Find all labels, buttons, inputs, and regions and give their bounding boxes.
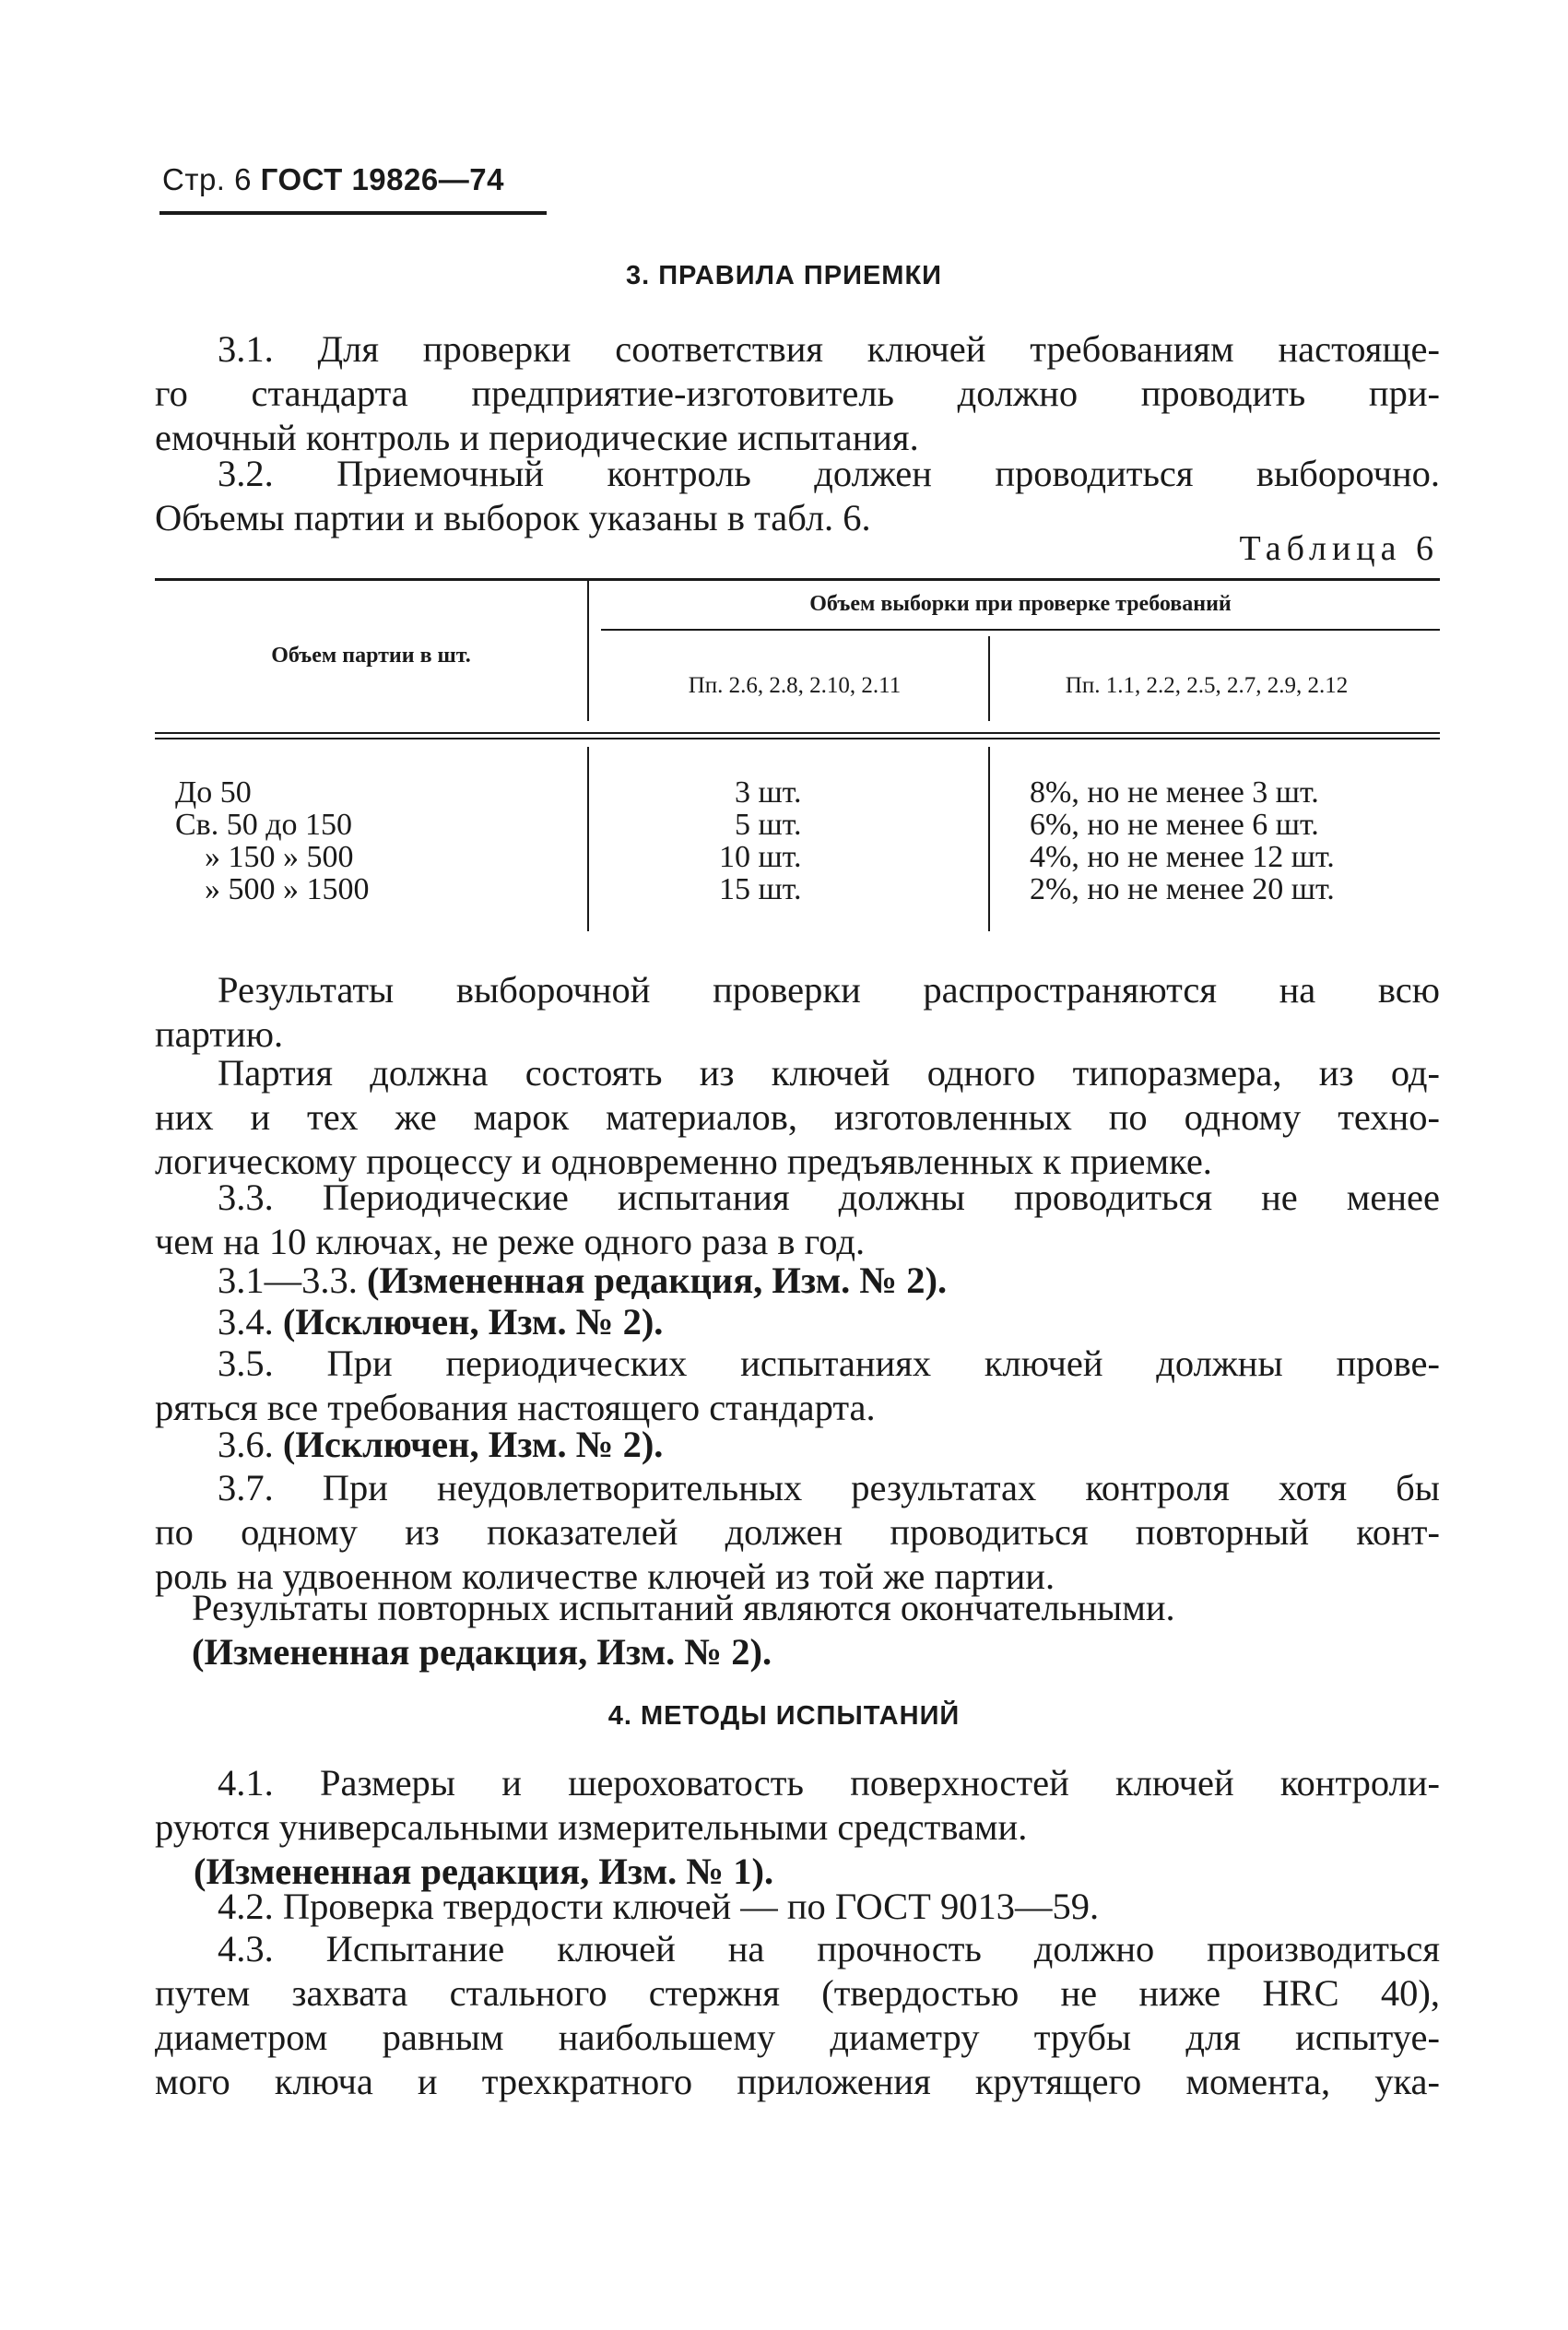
text-line [155, 1300, 1440, 1344]
paragraph-3-6 [155, 1423, 1440, 1467]
col-header-b: Пп. 1.1, 2.2, 2.5, 2.7, 2.9, 2.12 [1065, 673, 1349, 698]
cell-a-row-2: 5 шт. [735, 808, 802, 842]
paragraph-3-3 [155, 1176, 1440, 1264]
text-line: емочный контроль и периодические испытания. [155, 417, 919, 458]
paragraph-3-7-final [155, 1586, 1440, 1674]
table-body-vline-2 [988, 747, 990, 931]
paragraph-3-1 [155, 327, 1440, 460]
paragraph-batch-composition [155, 1051, 1440, 1184]
cell-batch-row-3: » 150 » 500 [205, 840, 354, 874]
text-line: мого ключа и трехкратного приложения крутящего момента, ука- [155, 2061, 1440, 2102]
text-line: го стандарта предприятие-изготовитель должно проводить при- [155, 373, 1440, 414]
header-rule [159, 211, 547, 215]
text-line: 3.2. Приемочный контроль должен проводиться выборочно. [218, 453, 1440, 494]
text-line [155, 1630, 1440, 1674]
table-caption: Таблица 6 [1239, 529, 1439, 568]
text-line: логическому процессу и одновременно предъявленных к приемке. [155, 1141, 1212, 1182]
cell-batch-row-1: До 50 [175, 775, 252, 810]
text-line: Партия должна состоять из ключей одного типоразмера, из од- [218, 1052, 1440, 1094]
text-line: Результаты повторных испытаний являются окончательными. [192, 1587, 1175, 1628]
col-header-a: Пп. 2.6, 2.8, 2.10, 2.11 [688, 673, 902, 698]
paragraph-3-5 [155, 1342, 1440, 1430]
text-line: путем захвата стального стержня (твердостью не ниже HRC 40), [155, 1972, 1440, 2014]
cell-b-row-2: 6%, но не менее 6 шт. [1030, 808, 1319, 842]
section-4-title: 4. МЕТОДЫ ИСПЫТАНИЙ [607, 1701, 961, 1731]
cell-a-row-3: 10 шт. [719, 840, 802, 874]
paragraph-3-1-3-3-edit [155, 1259, 1440, 1303]
paragraph-3-4 [155, 1300, 1440, 1344]
table-body-vline-1 [587, 747, 589, 931]
paragraph-3-7 [155, 1466, 1440, 1599]
text-line [155, 1423, 1440, 1467]
col-header-batch: Объем партии в шт. [271, 644, 471, 668]
text-line: Результаты выборочной проверки распространяются на всю [218, 969, 1440, 1011]
table-top-rule [155, 578, 1440, 581]
text-line: руются универсальными измерительными средствами. [155, 1806, 1028, 1848]
page-header [162, 162, 504, 197]
text-line: чем на 10 ключах, не реже одного раза в год. [155, 1221, 866, 1262]
text-line: 3.5. При периодических испытаниях ключей должны прове- [218, 1342, 1440, 1384]
edition-note: (Измененная редакция, Изм. № 2). [367, 1260, 948, 1301]
text-line: Объемы партии и выборок указаны в табл. 6. [155, 497, 871, 538]
table-vline-1 [587, 578, 589, 721]
edition-note: (Измененная редакция, Изм. № 2). [192, 1631, 772, 1673]
table-header-rule-2 [155, 738, 1440, 739]
cell-a-row-4: 15 шт. [719, 872, 802, 906]
text-line: 4.2. Проверка твердости ключей — по ГОСТ 9013—59. [218, 1886, 1100, 1927]
text-line: партию. [155, 1013, 284, 1055]
clause-number: 3.4. [218, 1301, 274, 1342]
text-line: 3.7. При неудовлетворительных результатах контроля хотя бы [218, 1467, 1440, 1508]
text-line: ряться все требования настоящего стандарта. [155, 1387, 876, 1428]
text-line: 3.3. Периодические испытания должны проводиться не менее [218, 1177, 1440, 1218]
cell-batch-row-2: Св. 50 до 150 [175, 808, 353, 842]
paragraph-4-2 [155, 1885, 1440, 1929]
paragraph-results [155, 968, 1440, 1057]
clause-number: 3.6. [218, 1424, 274, 1465]
cell-a-row-1: 3 шт. [735, 775, 802, 810]
section-3-title: 3. ПРАВИЛА ПРИЕМКИ [625, 261, 943, 290]
cell-b-row-4: 2%, но не менее 20 шт. [1030, 872, 1335, 906]
text-line: 3.1. Для проверки соответствия ключей требованиям настояще- [218, 328, 1440, 370]
col-header-sample-group: Объем выборки при проверке требований [809, 592, 1232, 616]
standard-number: ГОСТ 19826—74 [260, 162, 504, 196]
edition-note: (Исключен, Изм. № 2). [282, 1301, 664, 1342]
paragraph-3-2 [155, 452, 1440, 540]
text-line: по одному из показателей должен проводиться повторный конт- [155, 1511, 1440, 1553]
text-line: 4.3. Испытание ключей на прочность должно производиться [218, 1928, 1440, 1969]
clause-number: 3.1—3.3. [218, 1260, 358, 1301]
text-line: них и тех же марок материалов, изготовленных по одному техно- [155, 1096, 1440, 1138]
edition-note: (Измененная редакция, Изм. № 1). [194, 1851, 774, 1892]
table-header-sub-rule [601, 629, 1440, 631]
cell-batch-row-4: » 500 » 1500 [205, 872, 370, 906]
page-number: Стр. 6 [162, 162, 252, 196]
edition-note: (Исключен, Изм. № 2). [282, 1424, 664, 1465]
cell-b-row-1: 8%, но не менее 3 шт. [1030, 775, 1319, 810]
paragraph-4-1 [155, 1761, 1440, 1894]
table-header-rule-1 [155, 732, 1440, 734]
cell-b-row-3: 4%, но не менее 12 шт. [1030, 840, 1335, 874]
paragraph-4-3 [155, 1927, 1440, 2104]
text-line [155, 1259, 1440, 1303]
text-line: 4.1. Размеры и шероховатость поверхностей ключей контроли- [218, 1762, 1440, 1804]
text-line: диаметром равным наибольшему диаметру трубы для испытуе- [155, 2017, 1440, 2058]
text-line: роль на удвоенном количестве ключей из той же партии. [155, 1555, 1055, 1597]
